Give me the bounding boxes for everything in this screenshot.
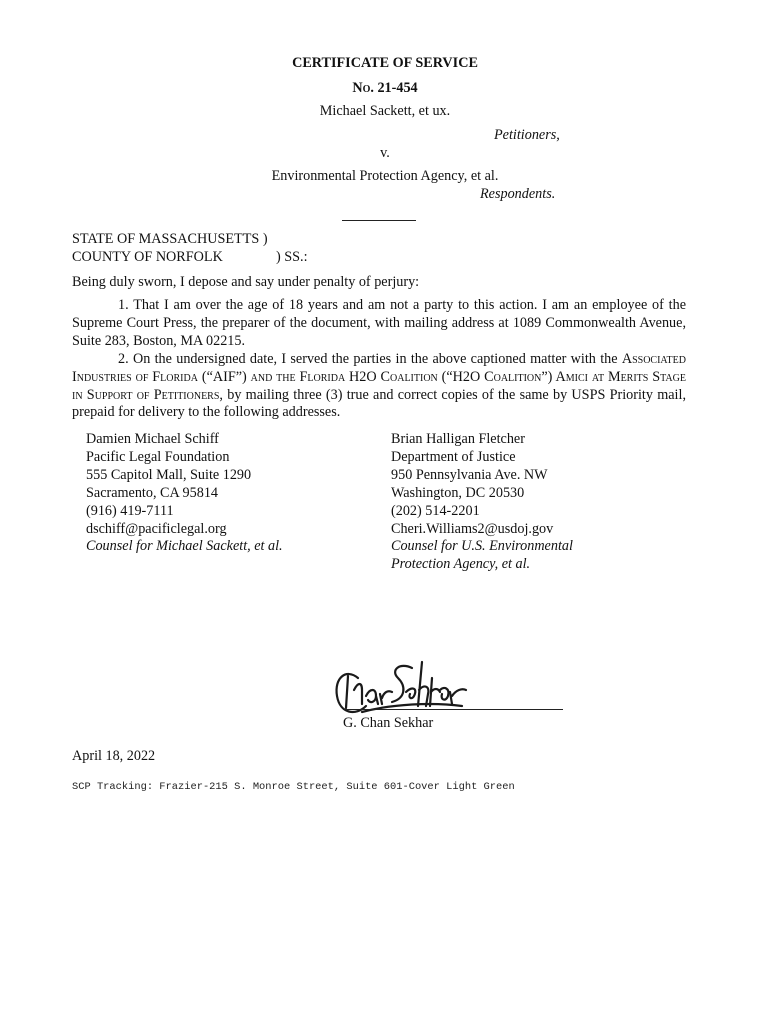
venue-state: STATE OF MASSACHUSETTS ) bbox=[72, 231, 268, 247]
addressee-name: Brian Halligan Fletcher bbox=[391, 431, 525, 447]
signature-line bbox=[343, 709, 563, 710]
petitioner-role: Petitioners, bbox=[494, 127, 560, 143]
addressee-name: Damien Michael Schiff bbox=[86, 431, 219, 447]
respondent-name: Environmental Protection Agency, et al. bbox=[271, 168, 499, 184]
paragraph-1: 1. That I am over the age of 18 years and am not a party to this action. I am an employee of the Supreme Court Press, the preparer of the document, with mailing address at 1089 Commonwealth Avenue, Suite 283, Boston, MA 02215. bbox=[72, 297, 686, 349]
addressee-city: Washington, DC 20530 bbox=[391, 484, 525, 501]
addressee-email: dschiff@pacificlegal.org bbox=[86, 520, 227, 537]
addressee-email: Cheri.Williams2@usdoj.gov bbox=[391, 520, 554, 537]
addressee-counsel: Counsel for Michael Sackett, et al. bbox=[86, 538, 283, 555]
addressee-counsel-continued: Protection Agency, et al. bbox=[391, 556, 531, 573]
signature-strokes bbox=[337, 662, 466, 712]
respondent-role: Respondents. bbox=[480, 186, 556, 202]
addressee-block-left bbox=[86, 431, 283, 556]
paragraph-2 bbox=[72, 351, 686, 422]
versus-text: v. bbox=[380, 145, 390, 161]
addressee-organization: Department of Justice bbox=[391, 448, 516, 465]
signature-date: April 18, 2022 bbox=[72, 748, 156, 764]
addressee-phone: (916) 419-7111 bbox=[86, 502, 174, 519]
addressee-phone: (202) 514-2201 bbox=[391, 502, 480, 519]
petitioner-name: Michael Sackett, et ux. bbox=[319, 103, 451, 119]
paragraph-2-end: , by mailing three (3) true and correct copies of the same by USPS Priority mail, prepaid for delivery to the following addresses. bbox=[72, 386, 686, 421]
served-document-title: Associated Industries of Florida (“AIF”) and the Florida H2O Coalition (“H2O Coalition”) Amici at Merits Stage in Support of Petitioners bbox=[72, 351, 686, 403]
addressee-organization: Pacific Legal Foundation bbox=[86, 448, 230, 465]
signer-name: G. Chan Sekhar bbox=[343, 715, 434, 731]
addressee-counsel: Counsel for U.S. Environmental bbox=[391, 538, 573, 555]
handwritten-signature bbox=[332, 656, 472, 724]
heading-divider bbox=[342, 220, 416, 221]
addressee-street: 950 Pennsylvania Ave. NW bbox=[391, 466, 548, 483]
case-number: No. 21-454 bbox=[352, 80, 418, 96]
addressee-street: 555 Capitol Mall, Suite 1290 bbox=[86, 466, 252, 483]
addressee-city: Sacramento, CA 95814 bbox=[86, 484, 219, 501]
certificate-title: CERTIFICATE OF SERVICE bbox=[292, 55, 478, 71]
tracking-note: SCP Tracking: Frazier-215 S. Monroe Street, Suite 601-Cover Light Green bbox=[72, 781, 515, 793]
addressee-block-right bbox=[391, 431, 573, 574]
oath-statement: Being duly sworn, I depose and say under penalty of perjury: bbox=[72, 274, 420, 290]
paragraph-2-start: 2. On the undersigned date, I served the parties in the above captioned matter with the bbox=[118, 351, 622, 367]
venue-ss: ) SS.: bbox=[276, 249, 308, 265]
venue-county: COUNTY OF NORFOLK bbox=[72, 249, 223, 265]
